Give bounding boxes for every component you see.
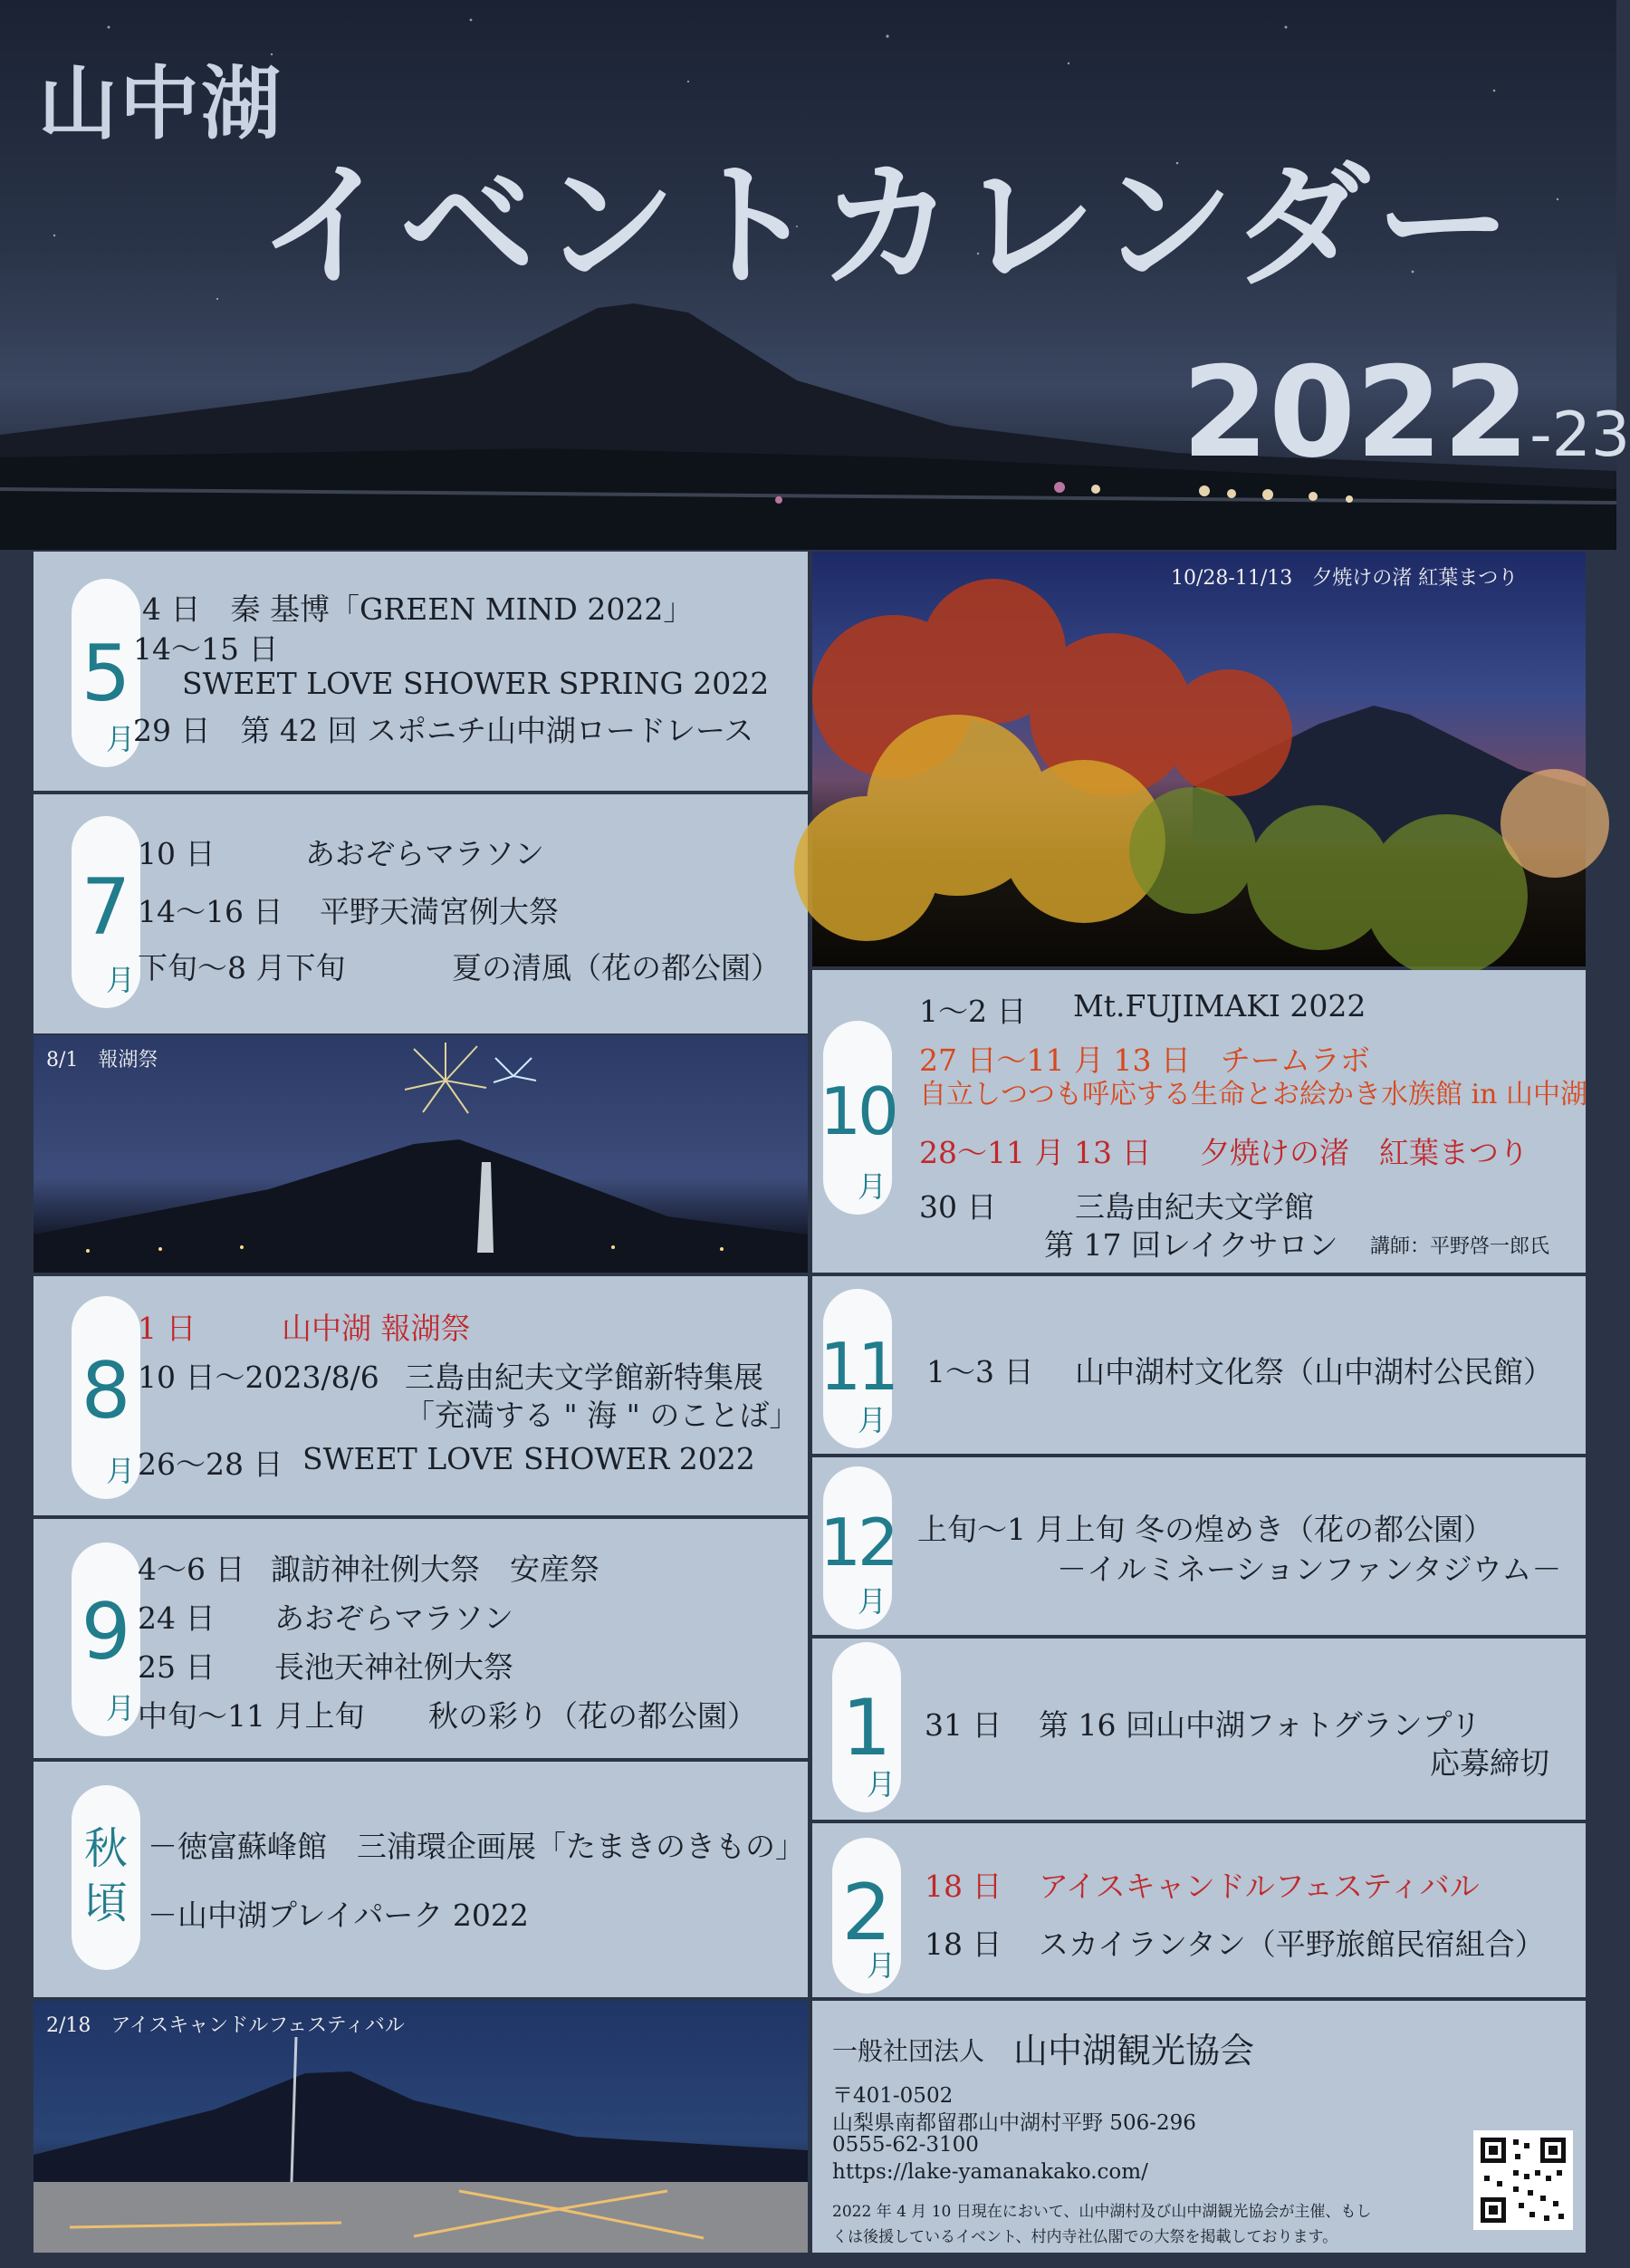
event-date: 18 日 [925,1869,1002,1904]
address: 山梨県南都留郡山中湖村平野 506-296 [832,2111,1196,2135]
event-title: 山中湖 報湖祭 [282,1311,471,1346]
website-link[interactable]: https://lake-yamanakako.com/ [832,2160,1148,2184]
event-title: 第 16 回山中湖フォトグランプリ [1039,1707,1481,1743]
org-prefix: 一般社団法人 [832,2036,985,2066]
event-date: 下旬～8 月下旬 [138,950,346,985]
month-number: 5 [81,629,131,719]
month-unit: 月 [105,1454,135,1488]
month-badge-may [72,579,140,767]
year-suffix: -23 [1529,399,1630,471]
event-title: 夏の清風（花の都公園） [452,950,781,985]
month-badge-july [72,816,140,1008]
event-title: SWEET LOVE SHOWER 2022 [302,1441,755,1476]
month-number: 7 [81,862,131,953]
page-title: イベントカレンダー [258,148,1517,305]
photo-caption: 2/18 アイスキャンドルフェスティバル [46,2014,405,2037]
month-block-september [34,1519,808,1758]
year-main: 2022 [1182,340,1530,485]
month-badge-september [72,1542,140,1736]
month-block-august [34,1276,808,1515]
event-note: 講師：平野啓一郎氏 [1370,1235,1550,1258]
event-line: 29 日 第 42 回 スポニチ山中湖ロードレース [133,713,754,748]
autumn-leaves-photo [812,552,1586,966]
event-title: 諏訪神社例大祭 安産祭 [271,1552,599,1587]
header-hero [0,0,1630,550]
event-date: 1 日 [138,1311,197,1346]
month-unit: 月 [857,1584,887,1619]
month-badge-november [820,1289,896,1448]
event-subtitle: －イルミネーションファンタジウム－ [1057,1552,1562,1587]
month-unit: 月 [866,1948,896,1983]
event-title: 夕焼けの渚 紅葉まつり [1200,1135,1529,1170]
event-title: あおぞらマラソン [305,836,544,871]
month-number: 12 [820,1504,896,1581]
place-title: 山中湖 [38,57,283,150]
event-line: 14～15 日 [133,631,279,667]
month-block-december [812,1457,1586,1635]
month-number: 8 [81,1346,131,1437]
event-line: －徳富蘇峰館 三浦環企画展「たまきのきもの」 [148,1829,805,1864]
event-title: 三島由紀夫文学館新特集展 [405,1360,763,1395]
month-badge-february [832,1838,901,1994]
month-unit: 月 [857,1403,887,1437]
month-unit: 月 [105,963,135,997]
event-subtitle: 自立しつつも呼応する生命とお絵かき水族館 in 山中湖 [919,1079,1587,1110]
event-title: 秋の彩り（花の都公園） [428,1698,757,1734]
ice-candle-image [34,2001,808,2253]
month-block-february [812,1823,1586,1997]
footnote: 2022 年 4 月 10 日現在において、山中湖村及び山中湖観光協会が主催、もし [832,2203,1372,2221]
month-number: 1 [841,1683,892,1773]
event-date: 中旬～11 月上旬 [138,1698,365,1734]
month-badge-january [832,1642,901,1812]
season-badge-autumn [72,1785,140,1970]
event-line: SWEET LOVE SHOWER SPRING 2022 [182,666,770,701]
qr-code[interactable] [1473,2130,1573,2230]
event-date: 10 日～2023/8/6 [138,1360,379,1395]
season-label: 頃 [83,1878,128,1928]
event-title: アイスキャンドルフェスティバル [1039,1869,1480,1904]
season-block-autumn [34,1762,808,1997]
event-date: 10 日 [138,836,216,871]
month-block-november [812,1276,1586,1454]
event-title: 長池天神社例大祭 [274,1649,513,1685]
ice-candle-photo [34,2001,808,2253]
month-block-may [34,552,808,791]
event-subtitle: 応募締切 [1430,1745,1549,1781]
month-block-january [812,1639,1586,1820]
year-title [1182,340,1630,485]
event-subtitle: 第 17 回レイクサロン [1044,1227,1338,1263]
footnote: くは後援しているイベント、村内寺社仏閣での大祭を掲載しております。 [832,2228,1338,2246]
event-line: 4 日 秦 基博「GREEN MIND 2022」 [142,591,694,627]
org-name: 山中湖観光協会 [1013,2031,1255,2071]
month-badge-october [820,1021,896,1215]
month-number: 9 [81,1587,131,1677]
event-date: 1～2 日 [919,994,1027,1029]
month-block-october [812,970,1586,1273]
event-title: 三島由紀夫文学館 [1075,1189,1314,1225]
event-title: 平野天満宮例大祭 [320,894,559,929]
event-title: Mt.FUJIMAKI 2022 [1073,988,1366,1023]
month-badge-december [820,1466,896,1629]
event-title: スカイランタン（平野旅館民宿組合） [1039,1927,1545,1962]
event-date: 28～11 月 13 日 [919,1135,1152,1170]
month-number: 10 [820,1073,896,1149]
postal-code: 〒401-0502 [832,2084,954,2108]
organizer-info [812,2001,1586,2253]
month-badge-august [72,1296,140,1499]
event-date: 25 日 [138,1649,216,1685]
event-date: 30 日 [919,1189,997,1225]
event-title: 山中湖村文化祭（山中湖村公民館） [1075,1354,1553,1389]
photo-caption: 10/28-11/13 夕焼けの渚 紅葉まつり [1171,567,1519,590]
month-number: 11 [820,1329,896,1405]
fireworks-photo [34,1035,808,1273]
event-date: 4～6 日 [138,1552,245,1587]
season-label: 秋 [83,1823,128,1874]
autumn-leaves-image [812,552,1586,966]
event-title: あおぞらマラソン [274,1600,513,1636]
qr-code-image [1473,2130,1573,2230]
month-unit: 月 [857,1169,887,1204]
month-unit: 月 [866,1767,896,1802]
event-date: 18 日 [925,1927,1002,1962]
event-date: 14～16 日 [138,894,283,929]
event-date: 24 日 [138,1600,216,1636]
month-unit: 月 [105,722,135,756]
event-line: －山中湖プレイパーク 2022 [148,1898,529,1933]
photo-caption: 8/1 報湖祭 [46,1049,158,1072]
event-title: 27 日～11 月 13 日 チームラボ [919,1043,1370,1078]
event-date: 1～3 日 [926,1354,1034,1389]
month-number: 2 [841,1868,892,1958]
event-date: 31 日 [925,1707,1002,1743]
month-block-july [34,794,808,1033]
month-unit: 月 [105,1691,135,1725]
event-subtitle: 「充満する " 海 " のことば」 [405,1398,800,1433]
event-date: 26～28 日 [138,1446,283,1482]
event-line: 上旬～1 月上旬 冬の煌めき（花の都公園） [917,1512,1493,1547]
phone: 0555-62-3100 [832,2133,979,2157]
